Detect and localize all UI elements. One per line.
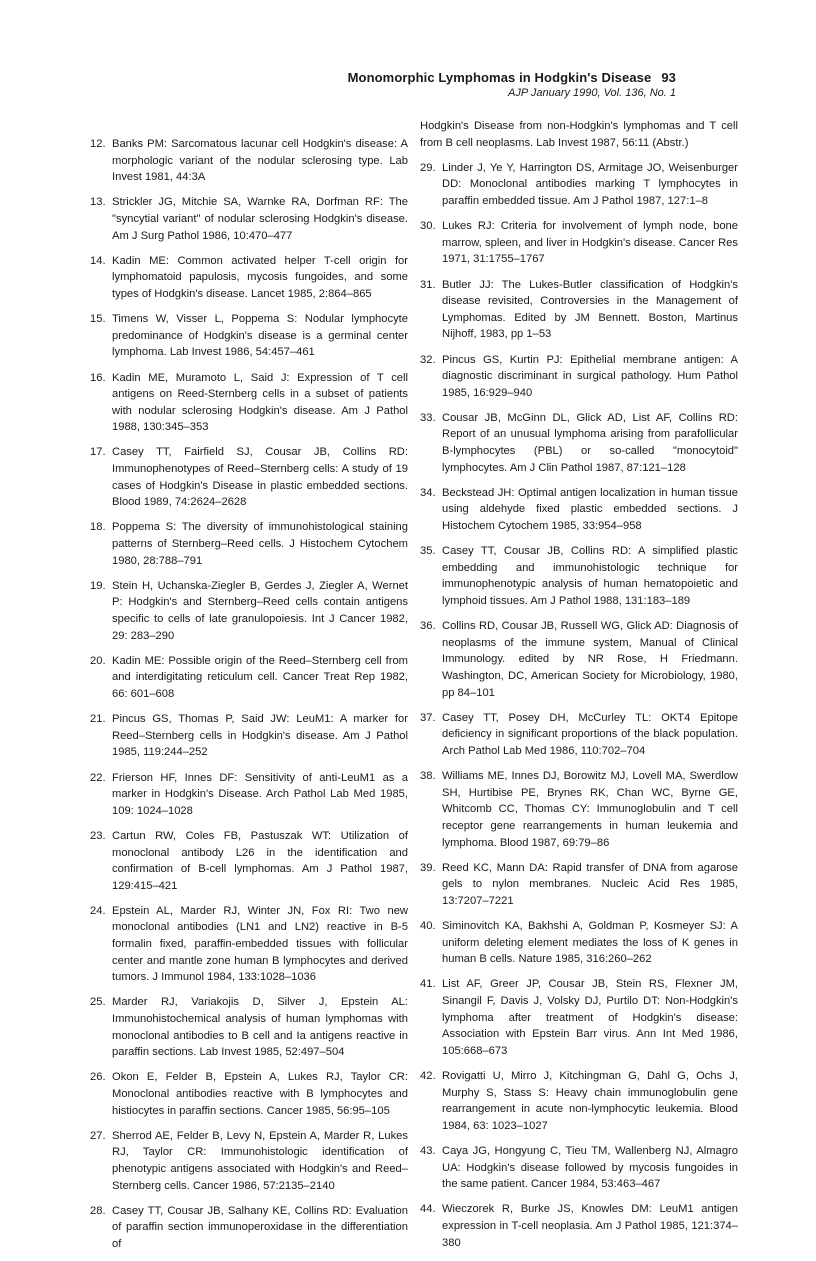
reference-item [90,1128,408,1194]
reference-item [90,994,408,1060]
reference-item [90,770,408,820]
reference-item [90,370,408,436]
reference-number: 29. [420,161,436,174]
reference-text: Casey TT, Cousar JB, Salhany KE, Collins RD: Evaluation of paraffin section immunoperoxidase in the differentiation of [112,1204,408,1250]
article-title: Monomorphic Lymphomas in Hodgkin's Disease [347,70,652,85]
reference-text: Casey TT, Fairfield SJ, Cousar JB, Collins RD: Immunophenotypes of Reed–Sternberg cells: A study of 19 cases of Hodgkin's Disease in plastic embedded sections. Blood 1989, 74:2624–2628 [112,446,408,509]
reference-number: 39. [420,861,436,874]
reference-text: Sherrod AE, Felder B, Levy N, Epstein A, Marder R, Lukes RJ, Taylor CR: Immunohistologic identification of phenotypic antigens associated with Hodgkin's and Reed–Sternberg cells. Cancer 1986, 57:2135–2140 [112,1129,408,1192]
reference-number: 31. [420,278,436,291]
reference-item [420,860,738,910]
reference-number: 26. [90,1071,106,1084]
reference-text: Siminovitch KA, Bakhshi A, Goldman P, Kosmeyer SJ: A uniform deleting element mediates the loss of K genes in human B cells. Nature 1985, 316:260–262 [442,920,738,966]
reference-item [90,578,408,644]
reference-number: 18. [90,521,106,534]
reference-item [420,1068,738,1134]
reference-text: Rovigatti U, Mirro J, Kitchingman G, Dahl G, Ochs J, Murphy S, Stass S: Heavy chain immunoglobulin gene rearrangement in acute non-lymphocytic leukemia. Blood 1984, 63: 1023–1027 [442,1070,738,1132]
reference-text: Stein H, Uchanska-Ziegler B, Gerdes J, Ziegler A, Wernet P: Hodgkin's and Sternberg–Reed cells contain antigens specific to cells of late granulopoiesis. Int J Cancer 1982, 29: 283–290 [112,579,408,642]
reference-text: Beckstead JH: Optimal antigen localization in human tissue using aldehyde fixed plastic embedded sections. J Histochem Cytochem 1985, 33:954–958 [442,486,738,533]
reference-item [90,194,408,244]
reference-number: 12. [90,138,106,150]
reference-number: 42. [420,1070,436,1082]
reference-text: Timens W, Visser L, Poppema S: Nodular lymphocyte predominance of Hodgkin's disease is a germinal center lymphoma. Lab Invest 1986, 54:457–461 [112,313,408,359]
reference-item [90,653,408,703]
page-number: 93 [661,70,676,85]
reference-text: Cousar JB, McGinn DL, Glick AD, List AF, Collins RD: Report of an unusual lymphoma arising from parafollicular B-lymphocytes (PBL) or so-called "monocytoid" lymphocytes. Am J Clin Pathol 1987, 87:121–128 [442,411,738,474]
reference-item [420,543,738,609]
reference-number: 41. [420,978,436,991]
reference-text: List AF, Greer JP, Cousar JB, Stein RS, Flexner JM, Sinangil F, Davis J, Volsky DJ, Purtilo DT: Non-Hodgkin's lymphoma after treatment of Hodgkin's disease: Association with Epstein Barr virus. Ann Int Med 1986, 105:668–673 [442,978,738,1057]
running-header [348,70,676,99]
reference-text: Wieczorek R, Burke JS, Knowles DM: LeuM1 antigen expression in T-cell neoplasia. Am J Pathol 1985, 121:374–380 [442,1203,738,1249]
reference-number: 35. [420,545,436,558]
reference-text: Casey TT, Cousar JB, Collins RD: A simplified plastic embedding and immunohistologic technique for immunophenotypic analysis of human hematopoietic and lymphoid tissues. Am J Pathol 1988, 131:183–189 [442,545,738,607]
reference-number: 32. [420,353,436,366]
reference-number: 28. [90,1204,106,1217]
reference-text: Caya JG, Hongyung C, Tieu TM, Wallenberg NJ, Almagro UA: Hodgkin's disease followed by mycosis fungoides in the same patient. Cancer 1984, 53:463–467 [442,1144,738,1191]
reference-number: 25. [90,996,106,1009]
reference-text: Casey TT, Posey DH, McCurley TL: OKT4 Epitope deficiency in significant proportions of the black population. Arch Pathol Lab Med 1986, 110:702–704 [442,711,738,757]
reference-text: Banks PM: Sarcomatous lacunar cell Hodgkin's disease: A morphologic variant of the nodular sclerosing type. Lab Invest 1981, 44:3A [112,138,408,184]
reference-continuation: Hodgkin's Disease from non-Hodgkin's lymphomas and T cell from B cell neoplasms. Lab Invest 1987, 56:11 (Abstr.) [420,120,738,149]
reference-text: Poppema S: The diversity of immunohistological staining patterns of Sternberg–Reed cells. J Histochem Cytochem 1980, 28:788–791 [112,521,408,567]
reference-number: 36. [420,620,436,633]
reference-item [420,485,738,535]
reference-text: Okon E, Felder B, Epstein A, Lukes RJ, Taylor CR: Monoclonal antibodies reactive with B lymphocytes and histiocytes in paraffin sections. Cancer 1985, 56:95–105 [112,1071,408,1117]
reference-text: Kadin ME, Muramoto L, Said J: Expression of T cell antigens on Reed-Sternberg cells in a subset of patients with nodular sclerosing Hodgkin's disease. Am J Pathol 1988, 130:345–353 [112,371,408,434]
references-right-column [420,118,738,1260]
reference-item [420,618,738,701]
reference-item [420,768,738,851]
reference-number: 22. [90,771,106,784]
reference-number: 33. [420,411,436,424]
reference-text: Linder J, Ye Y, Harrington DS, Armitage JO, Weisenburger DD: Monoclonal antibodies marking T lymphocytes in paraffin embedded tissue. Am J Pathol 1987, 127:1–8 [442,161,738,207]
reference-item [90,136,408,186]
reference-number: 38. [420,770,436,783]
reference-number: 14. [90,254,106,267]
reference-number: 17. [90,446,106,459]
reference-text: Reed KC, Mann DA: Rapid transfer of DNA from agarose gels to nylon membranes. Nucleic Acid Res 1985, 13:7207–7221 [442,861,738,907]
reference-number: 15. [90,313,106,326]
reference-item [420,1201,738,1251]
reference-text: Frierson HF, Innes DF: Sensitivity of anti-LeuM1 as a marker in Hodgkin's Disease. Arch Pathol Lab Med 1985, 109: 1024–1028 [112,771,408,817]
reference-text: Strickler JG, Mitchie SA, Warnke RA, Dorfman RF: The "syncytial variant" of nodular sclerosing Hodgkin's disease. Am J Surg Pathol 1986, 10:470–477 [112,196,408,242]
reference-number: 13. [90,196,106,209]
reference-text: Williams ME, Innes DJ, Borowitz MJ, Lovell MA, Swerdlow SH, Hurtibise PE, Brynes RK, Chan WC, Byrne GE, Whitcomb CC, Thomas CY: Immunoglobulin and T cell receptor gene rearrangements in human leukemia and lymphoma. Blood 1987, 69:79–86 [442,770,738,849]
reference-text: Kadin ME: Common activated helper T-cell origin for lymphomatoid papulosis, mycosis fungoides, and some types of Hodgkin's disease. Lancet 1985, 2:864–865 [112,254,408,300]
reference-item [420,277,738,343]
reference-item [420,160,738,210]
reference-text: Pincus GS, Thomas P, Said JW: LeuM1: A marker for Reed–Sternberg cells in Hodgkin's disease. Am J Pathol 1985, 119:244–252 [112,713,408,759]
reference-number: 23. [90,829,106,842]
reference-item [90,903,408,986]
journal-citation: AJP January 1990, Vol. 136, No. 1 [508,87,676,99]
reference-number: 37. [420,711,436,724]
reference-number: 30. [420,220,436,233]
reference-text: Epstein AL, Marder RJ, Winter JN, Fox RI: Two new monoclonal antibodies (LN1 and LN2) reactive in B-5 formalin fixed, paraffin-embedded tissues with follicular center and mantle zone human B lymphocytes and derived tumors. J Immunol 1984, 133:1028–1036 [112,904,408,984]
reference-item [90,828,408,894]
reference-number: 40. [420,920,436,933]
running-title [348,70,676,85]
reference-item [420,710,738,760]
reference-item [420,1143,738,1193]
references-left-column [90,136,408,1261]
reference-number: 21. [90,713,106,726]
reference-text: Collins RD, Cousar JB, Russell WG, Glick AD: Diagnosis of neoplasms of the immune system, Manual of Clinical Immunology. edited by NR Rose, H Friedmann. Washington, DC, American Society for Microbiology, 1980, pp 84–101 [442,620,738,699]
reference-item [90,711,408,761]
reference-number: 16. [90,371,106,384]
reference-number: 24. [90,904,106,917]
reference-text: Butler JJ: The Lukes-Butler classification of Hodgkin's disease revisited, Controversies in the Management of Lymphomas. Edited by JM Bennett. Boston, Martinus Nijhoff, 1983, pp 1–53 [442,278,738,341]
reference-item [90,1203,408,1253]
reference-item [90,444,408,510]
reference-item [420,976,738,1059]
reference-number: 27. [90,1129,106,1142]
reference-item [420,918,738,968]
reference-text: Pincus GS, Kurtin PJ: Epithelial membrane antigen: A diagnostic discriminant in surgical pathology. Hum Pathol 1985, 16:929–940 [442,353,738,399]
reference-item [90,253,408,303]
reference-number: 20. [90,654,106,667]
reference-text: Lukes RJ: Criteria for involvement of lymph node, bone marrow, spleen, and liver in Hodgkin's disease. Cancer Res 1971, 31:1755–1767 [442,220,738,266]
reference-number: 43. [420,1144,436,1157]
reference-item [420,218,738,268]
reference-text: Kadin ME: Possible origin of the Reed–Sternberg cell from and interdigitating reticulum cell. Cancer Treat Rep 1982, 66: 601–608 [112,654,408,700]
reference-item [420,410,738,476]
reference-item [90,1069,408,1119]
reference-item [90,519,408,569]
reference-number: 44. [420,1203,436,1216]
reference-item [420,352,738,402]
reference-item [90,311,408,361]
reference-number: 34. [420,486,436,499]
reference-text: Cartun RW, Coles FB, Pastuszak WT: Utilization of monoclonal antibody L26 in the identification and confirmation of B-cell lymphomas. Am J Pathol 1987, 129:415–421 [112,829,408,892]
reference-number: 19. [90,579,106,592]
reference-text: Marder RJ, Variakojis D, Silver J, Epstein AL: Immunohistochemical analysis of human lymphomas with monoclonal antibodies to B cell and Ia antigens reactive in paraffin sections. Lab Invest 1985, 52:497–504 [112,996,408,1059]
